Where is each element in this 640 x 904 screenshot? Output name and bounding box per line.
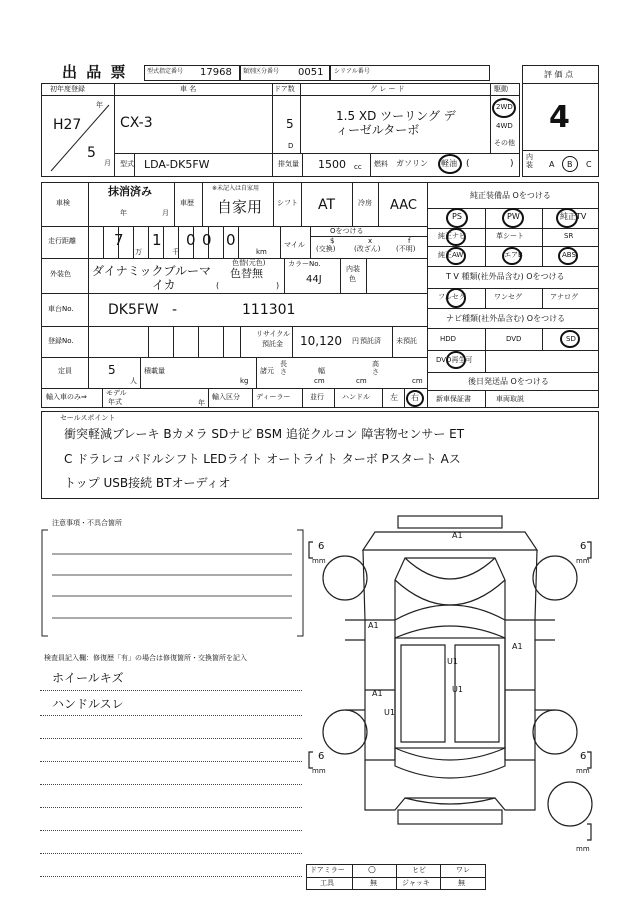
tire-fr-depth: 6 [580, 541, 587, 552]
footer-door-mirror-val: ○ [368, 865, 376, 875]
footer-tools-val: 無 [370, 879, 377, 887]
recycle-value: 10,120 [300, 334, 342, 348]
mileage-digit-5: 0 [226, 231, 236, 249]
nav-sd-circle [560, 330, 580, 348]
note-line2: ハンドルスレ [52, 697, 124, 711]
equip-airbag-circle [502, 247, 522, 265]
damage-mark-left-sill: U1 [384, 708, 395, 717]
door-count: 5 [286, 117, 294, 131]
recycle-unit: 円 [352, 337, 359, 345]
inspection-label: 車検 [56, 199, 70, 207]
class-label: 類別区分番号 [243, 68, 280, 75]
eval-score: 4 [549, 100, 570, 135]
repaint-paren-close: ) [276, 281, 280, 290]
mileage-circle-note: Oをつける [330, 227, 364, 235]
grade-line2: ィーゼルターボ [336, 123, 420, 137]
sales-points-line2: C ドラレコ パドルシフト LEDライト オートライト ターボ Pスタート Aス [64, 452, 461, 466]
import-parallel: 並行 [310, 393, 324, 401]
history-label: 車歴 [180, 199, 194, 207]
tire-rr-mm: mm [576, 767, 590, 775]
color-line2: イカ [152, 278, 176, 292]
sales-points-line3: トップ USB接続 BTオーディオ [64, 476, 231, 490]
disp-label: 排気量 [278, 160, 299, 168]
drive-label: 駆動 [494, 85, 508, 93]
caution-brackets [40, 528, 305, 638]
equip-aw-circle [446, 247, 466, 265]
history-value: 自家用 [217, 198, 263, 216]
damage-mark-left-rear: A1 [372, 689, 383, 698]
mileage-man: 万 [135, 248, 142, 256]
model-year-unit: 年 [198, 399, 205, 407]
mileage-opt3-mark: f [408, 237, 411, 245]
inspection-value: 抹消済み [108, 185, 152, 198]
repaint-paren-open: ( [216, 281, 220, 290]
car-diagram [305, 510, 600, 850]
doors-label: ドア数 [274, 85, 295, 93]
color-line1: ダイナミックブルーマ [92, 264, 212, 278]
chassis-prefix: DK5FW [108, 302, 159, 318]
later-manual: 車両取説 [496, 395, 524, 403]
mileage-km: km [256, 248, 267, 256]
handle-left: 左 [390, 393, 398, 402]
load-label: 積載量 [144, 367, 165, 375]
import-label: 輸入車のみ⇒ [46, 393, 87, 401]
footer-tools: 工具 [320, 879, 334, 887]
tire-rr-depth: 6 [580, 751, 587, 762]
drive-4wd: 4WD [496, 122, 513, 130]
equip-leather: 革シート [496, 232, 524, 240]
cooling-label: 冷房 [358, 199, 372, 207]
cooling-value: AAC [390, 198, 417, 213]
footer-jack: ジャッキ [402, 879, 430, 887]
interior-b-circle [562, 156, 578, 172]
shift-value: AT [318, 197, 336, 213]
color-code-value: 44J [306, 274, 322, 285]
mileage-opt1: (交換) [316, 245, 336, 253]
tv-analog: アナログ [550, 293, 578, 301]
repaint-value: 色替無 [230, 267, 263, 280]
color-label: 外装色 [50, 270, 71, 278]
equip-tv: 純正TV [560, 212, 587, 221]
equip-aw: 純正AW [438, 251, 464, 259]
repaint-label: 色替(元色) [232, 259, 266, 267]
later-title: 後日発送品 Oをつける [468, 377, 549, 386]
handle-label: ハンドル [342, 393, 370, 401]
damage-mark-roof: U1 [447, 657, 458, 666]
tire-fl-mm: mm [312, 557, 326, 565]
nav-dvd: DVD [506, 335, 522, 343]
mileage-digit-1: 7 [114, 231, 124, 249]
dims-label: 諸元 [260, 367, 274, 375]
type-label: 型式 [120, 160, 134, 168]
model-year-label2: 年式 [108, 398, 122, 406]
import-class-label: 輸入区分 [212, 393, 240, 401]
later-warranty: 新車保証書 [436, 395, 471, 403]
damage-mark-rear-roof: U1 [452, 685, 463, 694]
footer-door-mirror: ドアミラー [310, 866, 345, 874]
mileage-mile: マイル [284, 241, 305, 249]
fuel-paren-open: ( [466, 159, 470, 169]
nav-title: ナビ種類(社外品含む) Oをつける [446, 314, 566, 323]
dvd-play: DVD再生可 [436, 356, 473, 364]
grade-label: グ レ ー ド [370, 85, 405, 93]
mileage-digit-3: 0 [186, 231, 196, 249]
interior-c: C [586, 160, 592, 169]
fuel-gasoline: ガソリン [396, 159, 428, 168]
mileage-digit-4: 0 [202, 231, 212, 249]
registration-label: 登録No. [48, 337, 74, 345]
model-year-label1: モデル [106, 389, 127, 397]
damage-mark-left-door: A1 [368, 621, 379, 630]
month-unit: 月 [104, 159, 111, 167]
first-reg-label: 初年度登録 [50, 85, 85, 93]
equip-abs-circle [558, 247, 578, 265]
tire-fr-mm: mm [576, 557, 590, 565]
drive-2wd: 2WD [496, 103, 513, 111]
tire-fl-depth: 6 [318, 541, 325, 552]
caution-label: 注意事項・不具合箇所 [52, 519, 122, 527]
car-name: CX-3 [120, 115, 153, 131]
chassis-dash: - [172, 302, 178, 318]
recycle-deposited: 預託済 [360, 337, 381, 345]
dims-length-cm: cm [314, 377, 325, 385]
equip-pw-circle [502, 208, 524, 228]
drive-2wd-circle [492, 98, 516, 118]
door-suffix: D [288, 142, 294, 150]
fuel-diesel: 軽油 [441, 159, 457, 168]
grade-line1: 1.5 XD ツーリング デ [336, 109, 456, 123]
model-cert-label: 型式指定番号 [147, 68, 184, 75]
dims-length: 長さ [280, 360, 287, 376]
equip-sr: SR [564, 232, 574, 240]
mileage-opt1-mark: $ [330, 237, 335, 245]
equip-tv-circle [556, 208, 578, 228]
history-note: ※未記入は自家用 [212, 185, 260, 192]
dims-height-cm: cm [412, 377, 423, 385]
interior-color-label2: 色 [349, 275, 356, 283]
fuel-diesel-circle [438, 154, 462, 174]
interior-b: B [567, 160, 573, 169]
interior-color-label1: 内装 [346, 265, 360, 273]
model-cert-value: 17968 [200, 67, 232, 78]
tire-rl-depth: 6 [318, 751, 325, 762]
recycle-label1: リサイクル [256, 330, 291, 338]
equipment-title: 純正装備品 Oをつける [470, 191, 551, 200]
import-dealer: ディーラー [256, 393, 291, 401]
mileage-opt2: (改ざん) [354, 245, 381, 253]
dims-height: 高さ [372, 360, 379, 376]
footer-crack: ヒビ [412, 866, 426, 874]
tv-fullseg-circle [446, 288, 466, 308]
class-value: 0051 [298, 67, 324, 78]
serial-label: シリアル番号 [334, 68, 370, 75]
shift-label: シフト [277, 199, 298, 207]
handle-right: 右 [411, 393, 419, 402]
recycle-not-deposited: 未預託 [396, 337, 417, 345]
chassis-label: 車台No. [48, 305, 74, 313]
sales-points-line1: 衝突軽減ブレーキ Bカメラ SDナビ BSM 追従クルコン 障害物センサー ET [64, 427, 465, 441]
fuel-label: 燃料 [374, 160, 388, 168]
note-line1: ホイールキズ [52, 671, 124, 685]
year-unit: 年 [96, 101, 103, 109]
eval-label: 評 価 点 [544, 70, 574, 79]
car-name-label: 車 名 [180, 85, 197, 93]
first-reg-era: H27 [53, 117, 82, 133]
handle-right-circle [406, 390, 424, 407]
inspection-year-unit: 年 [120, 209, 127, 217]
color-code-label: カラーNo. [288, 260, 321, 268]
nav-sd: SD [566, 335, 576, 343]
tire-rl-mm: mm [312, 767, 326, 775]
footer-jack-val: 無 [458, 879, 465, 887]
drive-other: その他 [494, 139, 515, 147]
load-kg: kg [240, 377, 249, 385]
dims-width: 幅 [318, 367, 325, 375]
tv-fullseg: フルセグ [438, 293, 466, 301]
equip-abs: ABS [562, 251, 576, 259]
capacity-value: 5 [108, 363, 116, 377]
interior-a: A [549, 160, 555, 169]
equip-ps-circle [446, 208, 468, 228]
tire-spare-mm: mm [576, 845, 590, 853]
dims-width-cm: cm [356, 377, 367, 385]
sheet-title: 出 品 票 [62, 63, 128, 81]
equip-nav-circle [446, 228, 466, 246]
mileage-opt3: (不明) [396, 245, 416, 253]
mileage-digit-2: 1 [152, 231, 162, 249]
mileage-sen: 千 [172, 248, 179, 256]
capacity-label: 定員 [58, 367, 72, 375]
sales-points-label: セールスポイント [60, 414, 116, 422]
first-reg-month: 5 [87, 145, 96, 161]
mileage-opt2-mark: x [368, 237, 373, 245]
equip-nav: 純正ナビ [438, 232, 466, 240]
equip-airbag: エアB [504, 251, 523, 259]
damage-mark-right-door: A1 [512, 642, 523, 651]
capacity-unit: 人 [130, 377, 137, 385]
damage-mark-front: A1 [452, 531, 463, 540]
inspection-month-unit: 月 [162, 209, 169, 217]
tv-oneseg: ワンセグ [494, 293, 522, 301]
disp-value: 1500 [318, 158, 346, 171]
interior-label: 内装 [526, 153, 533, 169]
footer-warp: ワレ [456, 866, 470, 874]
recycle-label2: 預託金 [262, 340, 283, 348]
mileage-label: 走行距離 [48, 237, 76, 245]
equip-pw: PW [507, 212, 520, 221]
inspector-label: 検査員記入欄：修復歴「有」の場合は修復箇所・交換箇所を記入 [44, 654, 247, 662]
dvd-play-circle [446, 351, 466, 369]
nav-hdd: HDD [440, 335, 457, 343]
chassis-number: 111301 [242, 302, 296, 318]
fuel-paren-close: ) [510, 159, 514, 169]
tv-title: T V 種類(社外品含む) Oをつける [446, 272, 565, 281]
equip-ps: PS [452, 212, 462, 221]
type-value: LDA-DK5FW [144, 158, 210, 171]
disp-unit: cc [354, 163, 362, 171]
